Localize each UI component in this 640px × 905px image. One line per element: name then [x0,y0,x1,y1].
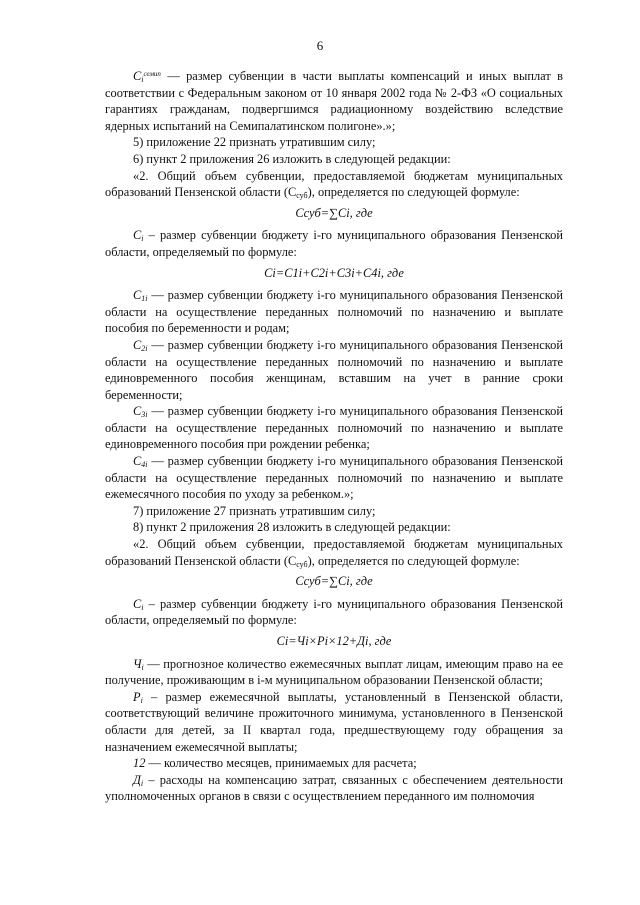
variable-symbol: $C_{4i}$ [133,454,148,470]
formula [105,573,563,590]
paragraph: $Р_i$ – размер ежемесячной выплаты, установленный в Пензенской области, соответствующий величине прожиточного минимума, установленного в Пензенской области для детей, за II квартал года, предшествующему году обращения за назначением ежемесячной выплаты; [105,689,563,754]
variable-symbol: $C_{3i}$ [133,404,148,420]
formula-text: Cсуб=∑Ci, где [295,574,373,589]
document-body [105,68,563,805]
paragraph: $C_i$ – размер субвенции бюджету i-го муниципального образования Пензенской области, определяемый по формуле: [105,228,563,259]
paragraph: 5) приложение 22 признать утратившим силу; [133,135,376,150]
paragraph: $C_{1i}$ — размер субвенции бюджету i-го муниципального образования Пензенской области на осуществление переданных полномочий по назначению и выплате пособия по беременности и родам; [105,288,563,336]
variable-symbol: $C_i^{семип}$ [133,69,161,84]
formula [105,265,563,282]
paragraph: «2. Общий объем субвенции, предоставляемой бюджетам муниципальных образований Пензенской области $(С_{суб})$, определяется по следующей формуле: [105,537,563,569]
variable-symbol: 12 [133,756,146,771]
variable-symbol: $C_{1i}$ [133,288,148,304]
paragraph: $C_{4i}$ — размер субвенции бюджету i-го муниципального образования Пензенской области на осуществление переданных полномочий по назначению и выплате ежемесячного пособия по уходу за ребенком.»; [105,454,563,502]
paragraph: 6) пункт 2 приложения 26 изложить в следующей редакции: [133,151,451,166]
formula [105,633,563,650]
variable-symbol: $C_{2i}$ [133,337,148,353]
page-number: 6 [316,38,324,53]
paragraph: «2. Общий объем субвенции, предоставляемой бюджетам муниципальных образований Пензенской области $(С_{суб})$, определяется по следующей формуле: [105,168,563,201]
variable-symbol: $C_i$ [133,596,144,612]
formula-text: Ci=C1i+C2i+C3i+C4i, где [264,265,404,280]
paragraph: $C_{2i}$ — размер субвенции бюджету i-го муниципального образования Пензенской области на осуществление переданных полномочий по назначению и выплате единовременного пособия женщинам, вставшим на учет в ранние сроки беременности; [105,337,563,402]
variable-symbol: $Р_i$ [133,689,143,705]
paragraph: $Д_i$ – расходы на компенсацию затрат, связанных с обеспечением деятельности уполномоченных органов в связи с осуществлением переданного им полномочия [105,772,563,804]
paragraph: 12 — количество месяцев, принимаемых для расчета; [133,756,417,771]
variable-symbol: $Д_i$ [133,772,144,788]
variable-symbol: $C_i$ [133,228,144,244]
formula-text: Ci=Чi×Pi×12+Дi, где [276,634,392,648]
paragraph: $Ч_i$ — прогнозное количество ежемесячных выплат лицам, имеющим право на ее получение, проживающим в i-м муниципальном образовании Пензенской области; [105,656,563,688]
paragraph: $C_i$ – размер субвенции бюджету i-го муниципального образования Пензенской области, определяемый по формуле: [105,596,563,628]
formula-text: Cсуб=∑Ci, где [295,205,373,220]
paragraph: 7) приложение 27 признать утратившим силу; [133,503,376,518]
formula [105,205,563,222]
paragraph: $C_{3i}$ — размер субвенции бюджету i-го муниципального образования Пензенской области на осуществление переданных полномочий по назначению и выплате единовременного пособия при рождении ребенка; [105,404,563,452]
paragraph: 8) пункт 2 приложения 28 изложить в следующей редакции: [133,520,451,535]
variable-symbol: $Ч_i$ [133,656,144,672]
paragraph: $C_i^{семип}$ — размер субвенции в части выплаты компенсаций и иных выплат в соответствии с Федеральным законом от 10 января 2002 года № 2-ФЗ «О социальных гарантиях гражданам, подвергшимся радиационному воздействию вследствие ядерных испытаний на Семипалатинском полигоне».»; [105,69,563,133]
